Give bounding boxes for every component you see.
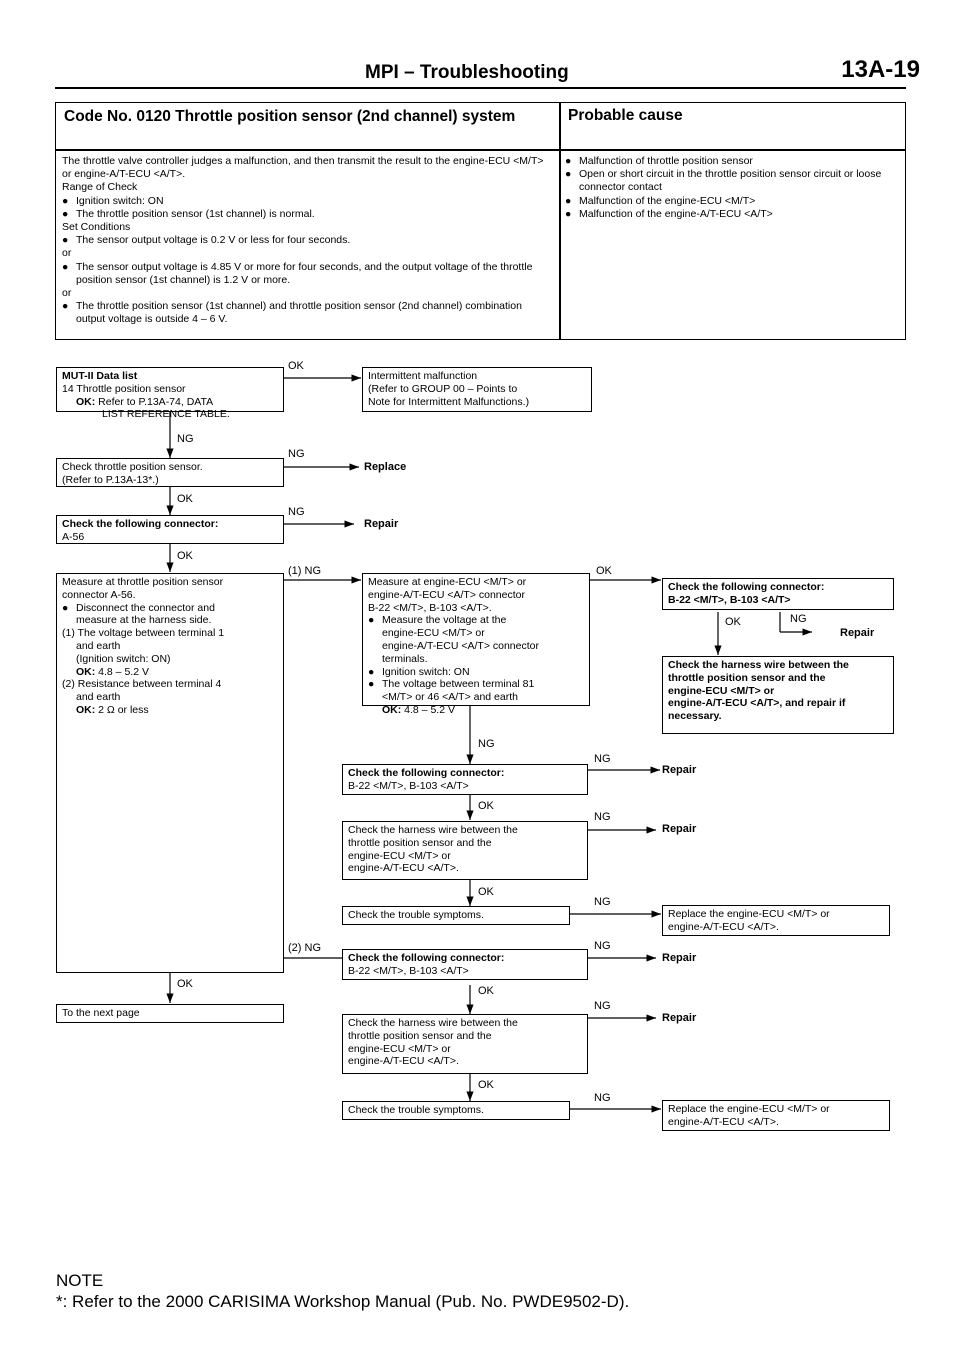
step-line: engine-A/T-ECU <A/T>. [668, 1115, 779, 1128]
branch-label-ng: NG [790, 613, 807, 625]
cause-item: Open or short circuit in the throttle position sensor circuit or loose connector contact [579, 168, 882, 194]
branch-label-ok: OK [177, 978, 193, 990]
step-line: Check throttle position sensor. [62, 461, 203, 473]
step-title: Check the following connector: [668, 581, 825, 593]
step-line: terminals. [382, 652, 428, 665]
description-line: The throttle position sensor (1st channel) is normal. [76, 207, 315, 220]
description-line: The sensor output voltage is 4.85 V or more for four seconds, and the output voltage of the throttle position sensor (1st channel) is 1.2 V or more. [76, 260, 533, 286]
step-line: engine-A/T-ECU <A/T> connector [368, 588, 525, 601]
cause-item: Malfunction of throttle position sensor [579, 155, 753, 167]
step-line: Measure at throttle position sensor [62, 576, 224, 588]
step-line: Replace the engine-ECU <M/T> or [668, 1103, 830, 1115]
branch-label-ng1: (1) NG [288, 565, 321, 577]
step-line: Check the harness wire between the [348, 824, 518, 836]
repair-action: Repair [662, 952, 697, 964]
step-title: MUT-II Data list [62, 370, 138, 382]
measure-sensor-step: Measure at throttle position sensor connector A-56. ● Disconnect the connector and measure at the harness side. (1) The voltage between terminal 1 and earth (Ignition switch: ON) OK: 4.8 – 5.2 V (2) Resistance between terminal 4 and earth OK: 2 Ω or less [56, 573, 284, 973]
step-line: necessary. [668, 710, 722, 723]
step-line: engine-A/T-ECU <A/T>. [348, 862, 459, 875]
branch-label-ok: OK [177, 493, 193, 505]
replace-ecu-box [662, 905, 890, 936]
check-trouble-symptoms-step [342, 1101, 570, 1120]
branch-label-ng: NG [594, 753, 611, 765]
ok-criterion-label: OK: [76, 395, 96, 408]
step-line: (Refer to P.13A-13*.) [62, 473, 159, 486]
cause-item: Malfunction of the engine-ECU <M/T> [579, 194, 756, 207]
step-line: To the next page [62, 1007, 140, 1019]
step-line: Ignition switch: ON [382, 665, 470, 678]
page-number: 13A-19 [841, 56, 920, 83]
note-title: NOTE [56, 1271, 104, 1290]
step-line: engine-ECU <M/T> or [668, 684, 775, 697]
step-line: throttle position sensor and the [348, 836, 492, 849]
step-line: 4.8 – 5.2 V [404, 703, 455, 716]
step-line: engine-A/T-ECU <A/T>. [348, 1055, 459, 1068]
branch-label-ng: NG [594, 811, 611, 823]
step-line: engine-A/T-ECU <A/T>, and repair if [668, 697, 846, 710]
next-page-box [56, 1004, 284, 1023]
probable-cause-list: ● Malfunction of throttle position sensor ● Open or short circuit in the throttle position sensor circuit or loose connector contact ● Malfunction of the engine-ECU <M/T> ● Malfunction of the engine-A/T-ECU <A/T> [565, 155, 903, 221]
branch-label-ok: OK [725, 616, 741, 628]
step-line: throttle position sensor and the [668, 671, 826, 684]
step-line: B-22 <M/T>, B-103 <A/T> [348, 779, 469, 792]
measure-ecu-step: Measure at engine-ECU <M/T> or engine-A/T-ECU <A/T> connector B-22 <M/T>, B-103 <A/T>. ● Measure the voltage at the engine-ECU <M/T> or engine-A/T-ECU <A/T> connector terminals. ● Ignition switch: ON ● The voltage between terminal 81 <M/T> or 46 <A/T> and earth OK: 4.8 – 5.2 V [362, 573, 590, 706]
description-line: Range of Check [62, 181, 138, 194]
step-line: Measure the voltage at the [382, 614, 507, 627]
probable-cause-title: Probable cause [568, 107, 683, 124]
step-line: Replace the engine-ECU <M/T> or [668, 908, 830, 920]
branch-label-ng: NG [288, 506, 305, 518]
intermittent-malfunction-box [362, 367, 592, 412]
description-line: The throttle valve controller judges a malfunction, and then transmit the result to the engine-ECU <M/T> or engine-A/T-ECU <A/T>. [62, 155, 544, 181]
step-line: Disconnect the connector and [76, 601, 215, 614]
page-title: MPI – Troubleshooting [365, 62, 569, 83]
code-description: The throttle valve controller judges a malfunction, and then transmit the result to the engine-ECU <M/T> or engine-A/T-ECU <A/T>. Range of Check ● Ignition switch: ON ● The throttle position sensor (1st channel) is normal. Set Conditions ● The sensor output voltage is 0.2 V or less for four seconds. or ● The sensor output voltage is 4.85 V or more for four seconds, and the output voltage of the throttle position sensor (1st channel) is 1.2 V or more. or ● The throttle position sensor (1st channel) and throttle position sensor (2nd channel) combination output voltage is outside 4 – 6 V. [62, 155, 554, 327]
step-line: 2 Ω or less [98, 703, 149, 716]
branch-label-ng: NG [594, 1000, 611, 1012]
step-line: Note for Intermittent Malfunctions.) [368, 395, 530, 408]
check-harness-repair-step [662, 656, 894, 734]
branch-label-ng: NG [594, 896, 611, 908]
step-line: engine-ECU <M/T> or [382, 627, 485, 640]
branch-label-ng: NG [594, 1092, 611, 1104]
branch-label-ng2: (2) NG [288, 942, 321, 954]
step-line: Refer to P.13A-74, DATA [98, 395, 214, 408]
check-connector-b22-step [342, 764, 588, 795]
step-line: throttle position sensor and the [348, 1029, 492, 1042]
branch-label-ng: NG [288, 448, 305, 460]
step-line: connector A-56. [62, 588, 136, 601]
step-line: B-22 <M/T>, B-103 <A/T> [668, 593, 791, 606]
step-line: Measure at engine-ECU <M/T> or [368, 576, 527, 588]
branch-label-ok: OK [177, 550, 193, 562]
branch-label-ok: OK [478, 1079, 494, 1091]
description-line: or [62, 287, 72, 300]
ok-criterion-label: OK: [76, 703, 96, 716]
step-line: Check the trouble symptoms. [348, 909, 484, 921]
step-line: Check the trouble symptoms. [348, 1104, 484, 1116]
description-line: Ignition switch: ON [76, 194, 164, 207]
step-line: (Refer to GROUP 00 – Points to [368, 382, 518, 395]
step-line: B-22 <M/T>, B-103 <A/T> [348, 964, 469, 977]
branch-label-ok: OK [478, 886, 494, 898]
footnote [56, 1270, 629, 1312]
check-connector-b22-step [342, 949, 588, 980]
check-sensor-step [56, 458, 284, 487]
step-line: 14 Throttle position sensor [62, 382, 186, 395]
check-connector-b22-step [662, 578, 894, 610]
step-line: engine-A/T-ECU <A/T>. [668, 920, 779, 933]
replace-ecu-box [662, 1100, 890, 1131]
branch-label-ok: OK [288, 360, 304, 372]
check-connector-a56-step [56, 515, 284, 544]
description-line: The sensor output voltage is 0.2 V or less for four seconds. [76, 234, 351, 247]
description-line: Set Conditions [62, 221, 131, 234]
step-line: engine-ECU <M/T> or [348, 1042, 451, 1055]
step-line: Check the harness wire between the [348, 1017, 518, 1029]
repair-action: Repair [662, 823, 697, 835]
step-title: Check the following connector: [348, 952, 505, 964]
step-line: The voltage between terminal 81 [382, 678, 535, 691]
step-line: engine-ECU <M/T> or [348, 849, 451, 862]
step-line: A-56 [62, 530, 85, 543]
repair-action: Repair [662, 764, 697, 776]
check-harness-step [342, 1014, 588, 1074]
branch-label-ok: OK [478, 800, 494, 812]
step-line: <M/T> or 46 <A/T> and earth [382, 691, 518, 704]
step-line: and earth [76, 691, 121, 704]
step-title: Check the following connector: [348, 767, 505, 779]
repair-action: Repair [840, 627, 875, 639]
step-line: (Ignition switch: ON) [76, 652, 171, 665]
step-line: Check the harness wire between the [668, 659, 849, 671]
check-harness-step [342, 821, 588, 880]
ok-criterion-label: OK: [382, 703, 402, 716]
step-line: B-22 <M/T>, B-103 <A/T>. [368, 601, 492, 614]
step-title: Check the following connector: [62, 518, 219, 530]
code-title: Code No. 0120 Throttle position sensor (2nd channel) system [64, 108, 516, 125]
check-trouble-symptoms-step [342, 906, 570, 925]
cause-item: Malfunction of the engine-A/T-ECU <A/T> [579, 207, 773, 220]
step-line: measure at the harness side. [76, 614, 212, 627]
step-line: engine-A/T-ECU <A/T> connector [382, 639, 539, 652]
step-line: (1) The voltage between terminal 1 [62, 627, 225, 640]
branch-label-ng: NG [478, 738, 495, 750]
step-line: (2) Resistance between terminal 4 [62, 678, 222, 691]
repair-action: Repair [364, 518, 399, 530]
step-line: Intermittent malfunction [368, 370, 478, 382]
description-line: or [62, 247, 72, 260]
mut-data-list-step [56, 367, 284, 421]
branch-label-ok: OK [596, 565, 612, 577]
step-line: 4.8 – 5.2 V [98, 665, 149, 678]
step-line: LIST REFERENCE TABLE. [102, 408, 230, 421]
note-text: *: Refer to the 2000 CARISIMA Workshop Manual (Pub. No. PWDE9502-D). [56, 1292, 630, 1311]
description-line: The throttle position sensor (1st channel) and throttle position sensor (2nd channel) combination output voltage is outside 4 – 6 V. [76, 300, 522, 326]
replace-action: Replace [364, 461, 407, 473]
branch-label-ok: OK [478, 985, 494, 997]
step-line: and earth [76, 639, 121, 652]
branch-label-ng: NG [177, 433, 194, 445]
repair-action: Repair [662, 1012, 697, 1024]
ok-criterion-label: OK: [76, 665, 96, 678]
branch-label-ng: NG [594, 940, 611, 952]
